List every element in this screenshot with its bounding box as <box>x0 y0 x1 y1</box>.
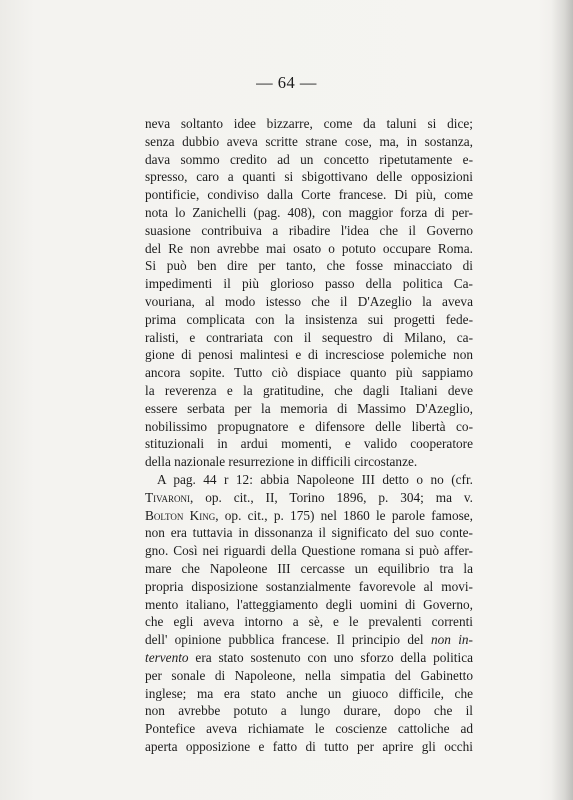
text-line: essere serbata per la memoria di Massimo D'Azeglio, <box>145 400 473 416</box>
text-line: gno. Così nei riguardi della Questione romana si può affer- <box>145 543 473 559</box>
paragraph-1 <box>145 115 473 471</box>
page-spine-shadow <box>551 0 573 800</box>
text-line: pontificie, condiviso dalla Corte francese. Di più, come <box>145 187 473 203</box>
text-line: impedimenti il più glorioso passo della politica Ca- <box>145 276 473 292</box>
author-name: Bolton King <box>145 507 216 523</box>
text-line: suasione contribuiva a ribadire l'idea che il Governo <box>145 222 473 238</box>
italic-phrase: non in- <box>430 632 473 648</box>
text-line: stituzionali in ardui momenti, e valido cooperatore <box>145 436 473 452</box>
text-line: prima complicata con la insistenza sui progetti fede- <box>145 311 473 327</box>
text-line: nota lo Zanichelli (pag. 408), con maggior forza di per- <box>145 204 473 220</box>
text-line: che egli aveva intorno a sè, e le prevalenti correnti <box>145 614 473 630</box>
text-line: dell' opinione pubblica francese. Il principio del non in- <box>145 632 473 648</box>
text-line: neva soltanto idee bizzarre, come da taluni si dice; <box>145 116 473 131</box>
text-line: del Re non avrebbe mai osato o potuto occupare Roma. <box>145 240 473 256</box>
text-line: ralisti, e contrariata con il sequestro di Milano, ca- <box>145 329 473 345</box>
text-line: Si può ben dire per tanto, che fosse minacciato di <box>145 258 473 274</box>
text-line: inglese; ma era stato anche un giuoco difficile, che <box>145 685 473 701</box>
author-name: Tivaroni <box>145 489 190 505</box>
page-number: — 64 — <box>256 73 317 92</box>
paragraph-2 <box>145 471 473 756</box>
text-line: senza dubbio aveva scritte strane cose, ma, in sostanza, <box>145 133 473 149</box>
text-line: A pag. 44 r 12: abbia Napoleone III detto o no (cfr. <box>157 471 473 487</box>
text-line: per sonale di Napoleone, nella simpatia del Gabinetto <box>145 667 473 683</box>
text-line: dava sommo credito ad un concetto ripetutamente e- <box>145 151 473 167</box>
text-line: mento italiano, l'atteggiamento degli uomini di Governo, <box>145 596 473 612</box>
text-line: nobilissimo propugnatore e difensore delle libertà co- <box>145 418 473 434</box>
text-line: Tivaroni, op. cit., II, Torino 1896, p. 304; ma v. <box>145 489 473 505</box>
italic-phrase: tervento <box>145 649 189 665</box>
text-line: mare che Napoleone III cercasse un equilibrio tra la <box>145 560 473 576</box>
text-line: Bolton King, op. cit., p. 175) nel 1860 le parole famose, <box>145 507 474 523</box>
text-line: aperta opposizione e fatto di tutto per aprire gli occhi <box>145 738 473 754</box>
page-text <box>145 115 473 756</box>
text-line: la reverenza e la gratitudine, che dagli Italiani deve <box>145 382 473 398</box>
text-line: propria disposizione sostanzialmente favorevole al movi- <box>145 578 473 594</box>
text-line: tervento era stato sostenuto con uno sforzo della politica <box>145 649 473 665</box>
text-line: vouriana, al modo istesso che il D'Azeglio la aveva <box>145 293 473 309</box>
text-line: ancora sopite. Tutto ciò dispiace quanto più sappiamo <box>145 365 473 381</box>
text-line: Pontefice aveva richiamate le coscienze cattoliche ad <box>145 721 473 737</box>
text-line: non era tuttavia in dissonanza il significato del suo conte- <box>145 525 473 541</box>
text-line: gione di penosi malintesi e di incresciose polemiche non <box>145 347 473 363</box>
text-line: spresso, caro a quanti si sbigottivano delle opposizioni <box>145 169 473 185</box>
text-line: non avrebbe potuto a lungo durare, dopo che il <box>145 703 473 719</box>
text-line: della nazionale resurrezione in difficili circostanze. <box>145 454 418 470</box>
